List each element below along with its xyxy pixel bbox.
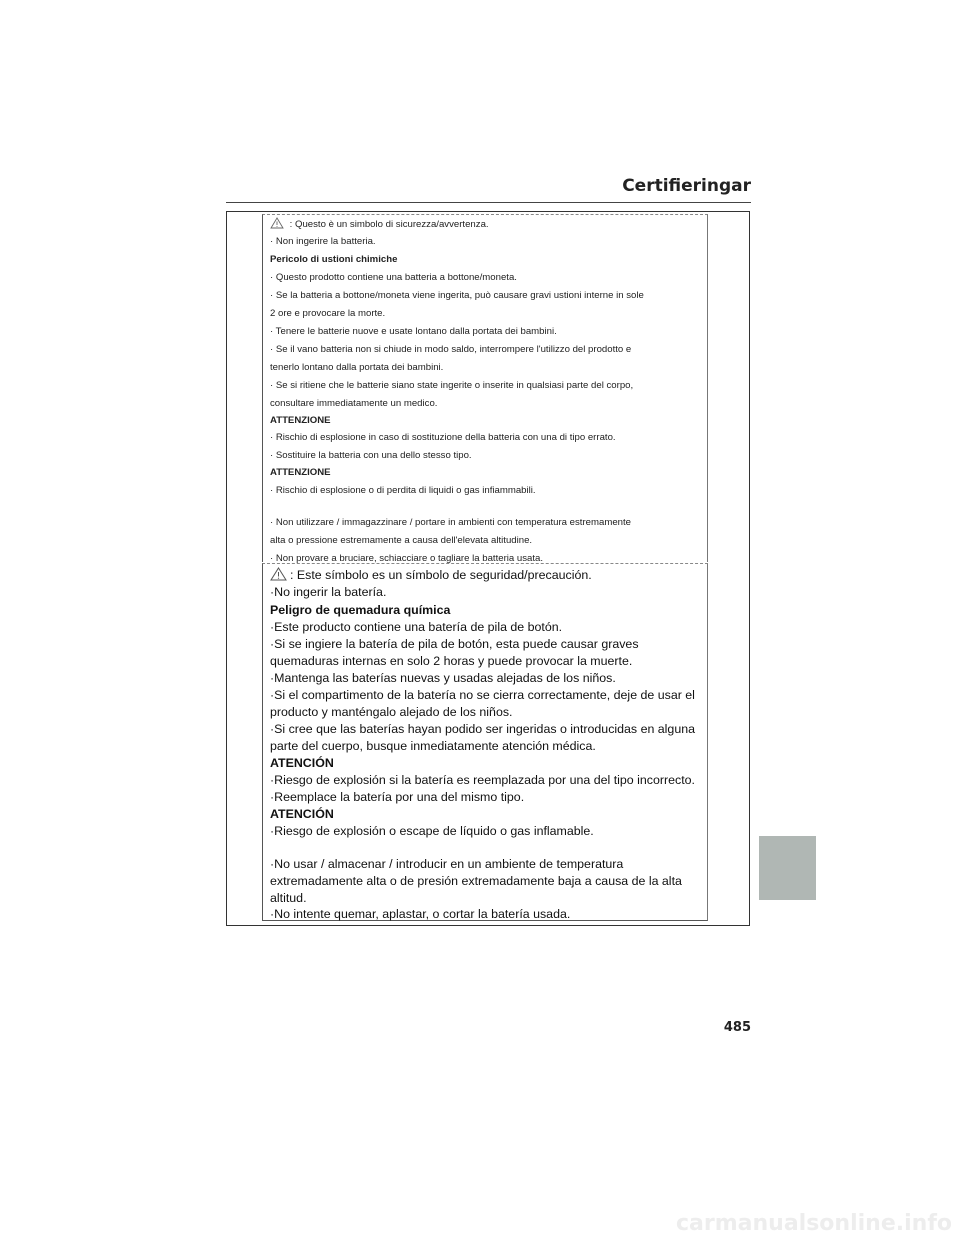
it-line-13: · Sostituire la batteria con una dello stesso tipo. [270,450,472,461]
es-line-10: parte del cuerpo, busque inmediatamente atención médica. [270,739,596,753]
it-line-10: consultare immediatamente un medico. [270,398,438,409]
es-line-5: quemaduras internas en solo 2 horas y puede provocar la muerte. [270,654,633,668]
it-line-15: · Rischio di esplosione o di perdita di liquidi o gas infiammabili. [270,485,536,496]
es-line-15: ·Riesgo de explosión o escape de líquido o gas inflamable. [270,824,594,838]
it-line-1: · Non ingerire la batteria. [270,236,376,247]
es-line-12: ·Riesgo de explosión si la batería es reemplazada por una del tipo incorrecto. [270,773,695,787]
it-heading-chemical-burn: Pericolo di ustioni chimiche [270,254,398,265]
es-line-0 [270,567,592,584]
es-line-8: producto y manténgalo alejado de los niños. [270,705,513,719]
es-line-17: extremadamente alta o de presión extremadamente baja a causa de la alta [270,874,682,888]
it-line-6: · Tenere le batterie nuove e usate lontano dalla portata dei bambini. [270,326,557,337]
header-rule [226,202,751,203]
it-line-16: · Non utilizzare / immagazzinare / portare in ambienti con temperatura estremamente [270,517,631,528]
es-line-16: ·No usar / almacenar / introducir en un ambiente de temperatura [270,857,624,871]
es-line-1: ·No ingerir la batería. [270,585,387,599]
es-line-13: ·Reemplace la batería por una del mismo tipo. [270,790,525,804]
es-heading-atencion-1: ATENCIÓN [270,756,334,770]
warning-triangle-icon [270,567,287,584]
es-heading-atencion-2: ATENCIÓN [270,807,334,821]
es-line-18: altitud. [270,891,307,905]
it-line-8: tenerlo lontano dalla portata dei bambini. [270,362,444,373]
es-line-3: ·Este producto contiene una batería de pila de botón. [270,620,563,634]
it-line-3: · Questo prodotto contiene una batteria a bottone/moneta. [270,272,517,283]
it-symbol-text: : Questo è un simbolo di sicurezza/avvertenza. [287,219,489,230]
it-line-18: · Non provare a bruciare, schiacciare o tagliare la batteria usata. [270,553,544,564]
watermark: carmanualsonline.info [676,1211,952,1236]
it-line-17: alta o pressione estremamente a causa dell'elevata altitudine. [270,535,533,546]
es-line-19: ·No intente quemar, aplastar, o cortar la batería usada. [270,907,571,921]
it-line-12: · Rischio di esplosione in caso di sostituzione della batteria con una di tipo errato. [270,432,616,443]
es-heading-chemical-burn: Peligro de quemadura química [270,603,451,617]
warning-triangle-icon [270,217,284,232]
it-line-0 [270,217,489,232]
es-line-6: ·Mantenga las baterías nuevas y usadas alejadas de los niños. [270,671,616,685]
it-heading-attenzione-1: ATTENZIONE [270,415,331,426]
es-line-9: ·Si cree que las baterías hayan podido ser ingeridas o introducidas en alguna [270,722,695,736]
it-heading-attenzione-2: ATTENZIONE [270,467,331,478]
page-number: 485 [723,1020,751,1035]
it-line-9: · Se si ritiene che le batterie siano state ingerite o inserite in qualsiasi parte del corpo, [270,380,634,391]
it-line-7: · Se il vano batteria non si chiude in modo saldo, interrompere l'utilizzo del prodotto e [270,344,632,355]
es-line-7: ·Si el compartimento de la batería no se cierra correctamente, deje de usar el [270,688,695,702]
section-title: Certifieringar [622,176,751,196]
es-line-4: ·Si se ingiere la batería de pila de botón, esta puede causar graves [270,637,639,651]
chapter-side-tab [759,836,816,900]
it-line-4: · Se la batteria a bottone/moneta viene ingerita, può causare gravi ustioni interne in sole [270,290,644,301]
it-line-5: 2 ore e provocare la morte. [270,308,386,319]
es-symbol-text: : Este símbolo es un símbolo de seguridad/precaución. [290,568,592,582]
